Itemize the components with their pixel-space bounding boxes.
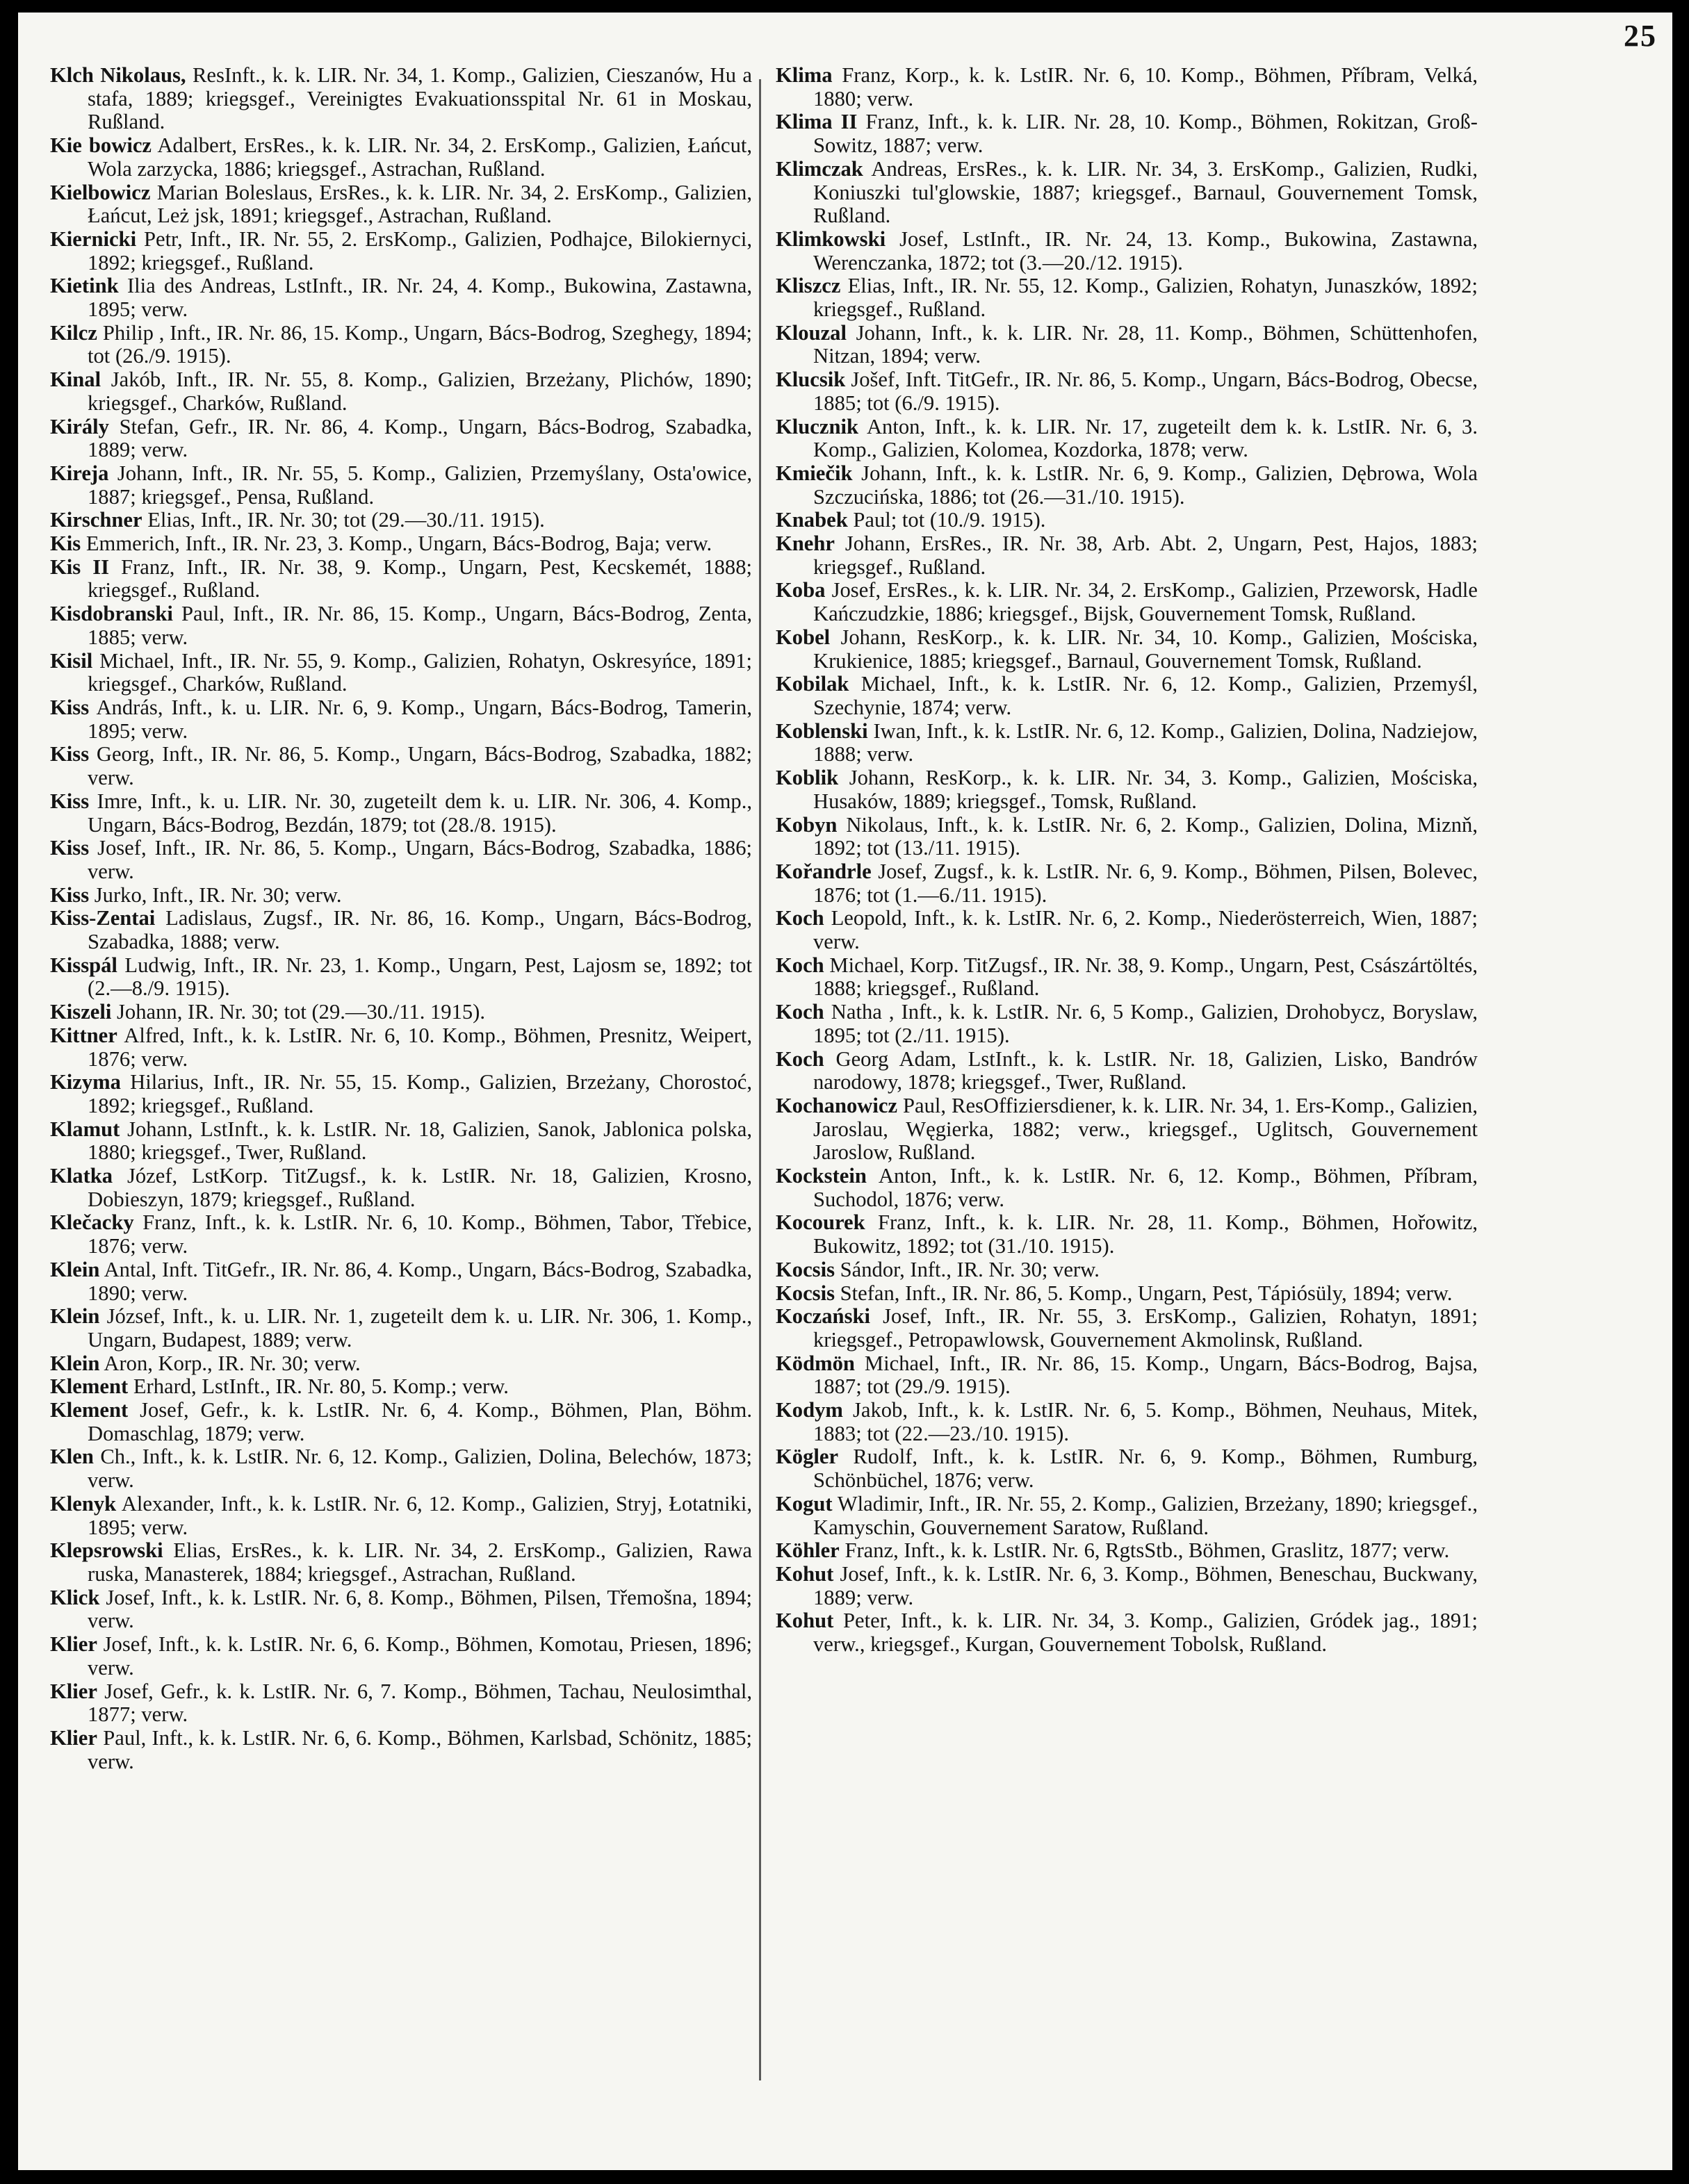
entry-details: Leopold, Inft., k. k. LstIR. Nr. 6, 2. Komp., Niederösterreich, Wien, 1887; verw. [813,906,1478,954]
entry-details: Erhard, LstInft., IR. Nr. 80, 5. Komp.; verw. [133,1374,509,1399]
entry-surname: Kireja [50,461,109,485]
entry-details: ResInft., k. k. LIR. Nr. 34, 1. Komp., Galizien, Cieszanów, Hu a stafa, 1889; kriegsgef., Vereinigtes Evakuationsspital Nr. 61 in Moskau, Rußland. [88,63,753,134]
entry-surname: Ködmön [776,1351,855,1375]
entry-surname: Klement [50,1374,129,1399]
register-entry [776,1609,1478,1656]
entry-surname: Koch [776,1046,824,1071]
register-entry [50,322,752,368]
entry-details: Elias, Inft., IR. Nr. 30; tot (29.—30./11. 1915). [147,508,545,532]
register-entry [50,1001,752,1024]
entry-surname: Klch Nikolaus, [50,63,186,87]
register-entry [776,814,1478,860]
entry-details: Petr, Inft., IR. Nr. 55, 2. ErsKomp., Galizien, Podhajce, Bilokiernyci, 1892; kriegsgef., Rußland. [88,227,752,274]
entry-surname: Kiss [50,742,90,766]
register-entry [776,64,1478,110]
entry-details: Andreas, ErsRes., k. k. LIR. Nr. 34, 3. ErsKomp., Galizien, Rudki, Koniuszki tul'glowskie, 1887; kriegsgef., Barnaul, Gouvernement Tomsk, Rußland. [813,156,1478,228]
register-entry [776,1282,1478,1306]
register-entry [50,1493,752,1539]
register-entry [50,1071,752,1117]
entry-details: Michael, Inft., IR. Nr. 86, 15. Komp., Ungarn, Bács-Bodrog, Bajsa, 1887; tot (29./9. 1915). [813,1351,1478,1399]
entry-surname: Klenyk [50,1491,117,1516]
entry-details: Georg, Inft., IR. Nr. 86, 5. Komp., Ungarn, Bács-Bodrog, Szabadka, 1882; verw. [88,742,752,790]
entry-surname: Kisspál [50,953,117,977]
entry-surname: Kogut [776,1491,833,1516]
entry-details: Elias, ErsRes., k. k. LIR. Nr. 34, 2. ErsKomp., Galizien, Rawa ruska, Manasterek, 1884; kriegsgef., Astrachan, Rußland. [88,1538,752,1586]
entry-details: Paul, ResOffiziersdiener, k. k. LIR. Nr. 34, 1. Ers-Komp., Galizien, Jaroslau, Węgierka, 1882; verw., kriegsgef., Uglitsch, Gouvernement Jaroslow, Rußland. [813,1093,1478,1165]
register-entry [776,1258,1478,1282]
entry-surname: Kis [50,532,81,556]
entry-surname: Kohut [776,1562,834,1586]
entry-details: Johann, Inft., k. k. LstIR. Nr. 6, 9. Komp., Galizien, Dębrowa, Wola Szczucińska, 1886; tot (26.—31./10. 1915). [813,461,1478,509]
entry-details: Josef, ErsRes., k. k. LIR. Nr. 34, 2. ErsKomp., Galizien, Przeworsk, Hadle Kańczudzkie, 1886; kriegsgef., Bijsk, Gouvernement Tomsk, Rußland. [813,578,1478,626]
entry-details: Johann, ResKorp., k. k. LIR. Nr. 34, 10. Komp., Galizien, Mościska, Krukienice, 1885; kriegsgef., Barnaul, Gouvernement Tomsk, Rußland. [813,625,1478,673]
entry-surname: Klier [50,1725,97,1750]
register-entry [776,1165,1478,1211]
register-entry [50,532,752,556]
entry-surname: Koblik [776,766,839,790]
entry-details: Ilia des Andreas, LstInft., IR. Nr. 24, 4. Komp., Bukowina, Zastawna, 1895; verw. [88,274,753,322]
register-entry [50,1375,752,1399]
register-entry [50,1445,752,1492]
register-entry [50,1727,752,1773]
entry-details: Michael, Korp. TitZugsf., IR. Nr. 38, 9. Komp., Ungarn, Pest, Császártöltés, 1888; kriegsgef., Rußland. [813,953,1478,1001]
entry-surname: Kockstein [776,1164,867,1188]
right-column [776,64,1478,1657]
register-entry [50,1633,752,1680]
entry-surname: Kietink [50,274,119,298]
entry-surname: Koba [776,578,826,602]
entry-details: Wladimir, Inft., IR. Nr. 55, 2. Komp., Galizien, Brzeżany, 1890; kriegsgef., Kamyschin, Gouvernement Saratow, Rußland. [813,1491,1478,1539]
entry-details: András, Inft., k. u. LIR. Nr. 6, 9. Komp., Ungarn, Bács-Bodrog, Tamerin, 1895; verw. [88,695,752,743]
entry-details: Stefan, Inft., IR. Nr. 86, 5. Komp., Ungarn, Pest, Tápiósüly, 1894; verw. [840,1281,1453,1305]
entry-details: Josef, Gefr., k. k. LstIR. Nr. 6, 4. Komp., Böhmen, Plan, Böhm. Domaschlag, 1879; verw. [88,1398,752,1445]
register-entry [50,743,752,789]
entry-details: Natha , Inft., k. k. LstIR. Nr. 6, 5 Komp., Galizien, Drohobycz, Boryslaw, 1895; tot (2./11. 1915). [813,1000,1478,1047]
entry-surname: Koczański [776,1304,870,1329]
entry-details: Josef, LstInft., IR. Nr. 24, 13. Komp., Bukowina, Zastawna, Werenczanka, 1872; tot (3.—20./12. 1915). [813,227,1478,274]
entry-details: Peter, Inft., k. k. LIR. Nr. 34, 3. Komp., Galizien, Gródek jag., 1891; verw., kriegsgef., Kurgan, Gouvernement Tobolsk, Rußland. [813,1609,1478,1657]
entry-details: Paul, Inft., IR. Nr. 86, 15. Komp., Ungarn, Bács-Bodrog, Zenta, 1885; verw. [88,602,753,649]
entry-surname: Klein [50,1304,100,1329]
register-entry [50,1586,752,1633]
entry-surname: Kilcz [50,320,97,345]
register-entry [50,650,752,696]
register-entry [50,64,752,134]
entry-surname: Köhler [776,1538,840,1563]
entry-surname: Kiernicki [50,227,137,251]
entry-details: Adalbert, ErsRes., k. k. LIR. Nr. 34, 2. ErsKomp., Galizien, Łańcut, Wola zarzycka, 1886; kriegsgef., Astrachan, Rußland. [88,133,753,181]
entry-details: Hilarius, Inft., IR. Nr. 55, 15. Komp., Galizien, Brzeżany, Chorostoć, 1892; kriegsgef., Rußland. [88,1070,753,1117]
entry-surname: Koch [776,953,824,977]
register-entry [776,416,1478,462]
entry-details: Franz, Inft., k. k. LIR. Nr. 28, 11. Komp., Böhmen, Hořowitz, Bukowitz, 1892; tot (31./10. 1915). [813,1210,1478,1258]
register-entry [50,1258,752,1305]
register-entry [776,1305,1478,1352]
entry-details: Josef, Inft., k. k. LstIR. Nr. 6, 6. Komp., Böhmen, Komotau, Priesen, 1896; verw. [88,1632,752,1680]
register-entry [776,860,1478,907]
register-entry [50,181,752,228]
entry-details: Josef, Inft., IR. Nr. 86, 5. Komp., Ungarn, Bács-Bodrog, Szabadka, 1886; verw. [88,836,752,883]
register-entry [776,509,1478,532]
register-entry [776,954,1478,1001]
entry-details: Johann, IR. Nr. 30; tot (29.—30./11. 1915). [117,1000,486,1024]
entry-details: Anton, Inft., k. k. LstIR. Nr. 6, 12. Komp., Böhmen, Příbram, Suchodol, 1876; verw. [813,1164,1478,1211]
entry-surname: Klucsik [776,368,846,392]
entry-details: Johann, ErsRes., IR. Nr. 38, Arb. Abt. 2, Ungarn, Pest, Hajos, 1883; kriegsgef., Rußland. [813,532,1478,579]
entry-details: Elias, Inft., IR. Nr. 55, 12. Komp., Galizien, Rohatyn, Junaszków, 1892; kriegsgef., Rußland. [813,274,1478,322]
register-entry [776,720,1478,766]
entry-details: Paul, Inft., k. k. LstIR. Nr. 6, 6. Komp., Böhmen, Karlsbad, Schönitz, 1885; verw. [88,1725,752,1773]
entry-surname: Klečacky [50,1210,134,1235]
entry-surname: Koch [776,1000,824,1024]
column-divider [759,79,761,2080]
register-entry [776,274,1478,321]
register-entry [776,462,1478,509]
entry-surname: Koch [776,906,824,930]
register-entry [776,1048,1478,1094]
entry-surname: Klier [50,1632,97,1657]
entry-details: Aron, Korp., IR. Nr. 30; verw. [104,1351,361,1375]
entry-details: Johann, Inft., IR. Nr. 55, 5. Komp., Galizien, Przemyślany, Osta'owice, 1887; kriegsgef., Pensa, Rußland. [88,461,752,509]
entry-details: Franz, Inft., k. k. LstIR. Nr. 6, 10. Komp., Böhmen, Tabor, Třebice, 1876; verw. [88,1210,752,1258]
entry-details: Josef, Inft., k. k. LstIR. Nr. 6, 8. Komp., Böhmen, Pilsen, Třemošna, 1894; verw. [88,1585,752,1633]
entry-details: Johann, LstInft., k. k. LstIR. Nr. 18, Galizien, Sanok, Jablonica polska, 1880; kriegsgef., Twer, Rußland. [88,1117,753,1165]
register-entry [776,110,1478,157]
entry-details: Philip , Inft., IR. Nr. 86, 15. Komp., Ungarn, Bács-Bodrog, Szeghegy, 1894; tot (26./9. 1915). [88,320,752,368]
entry-details: Johann, ResKorp., k. k. LIR. Nr. 34, 3. Komp., Galizien, Mościska, Husaków, 1889; kriegsgef., Tomsk, Rußland. [813,766,1478,813]
register-entry [50,1118,752,1165]
entry-surname: Kiss [50,836,90,860]
register-entry [50,907,752,953]
entry-details: Jakób, Inft., IR. Nr. 55, 8. Komp., Galizien, Brzeżany, Plichów, 1890; kriegsgef., Charków, Rußland. [88,368,752,415]
register-entry [50,509,752,532]
register-entry [50,462,752,509]
entry-details: Paul; tot (10./9. 1915). [853,508,1046,532]
entry-surname: Klick [50,1585,100,1609]
entry-details: Ludwig, Inft., IR. Nr. 23, 1. Komp., Ungarn, Pest, Lajosm se, 1892; tot (2.—8./9. 1915). [88,953,752,1001]
entry-details: Josef, Zugsf., k. k. LstIR. Nr. 6, 9. Komp., Böhmen, Pilsen, Bolevec, 1876; tot (1.—6./11. 1915). [813,859,1478,907]
entry-surname: Kirschner [50,508,142,532]
entry-details: József, Inft., k. u. LIR. Nr. 1, zugeteilt dem k. u. LIR. Nr. 306, 1. Komp., Ungarn, Budapest, 1889; verw. [88,1304,752,1352]
register-entry [50,228,752,274]
entry-details: Ladislaus, Zugsf., IR. Nr. 86, 16. Komp., Ungarn, Bács-Bodrog, Szabadka, 1888; verw. [88,906,753,954]
entry-surname: Kinal [50,368,101,392]
entry-surname: Kliszcz [776,274,841,298]
entry-surname: Kocsis [776,1281,835,1305]
register-entry [776,368,1478,415]
entry-surname: Kochanowicz [776,1093,898,1117]
entry-surname: Klier [50,1679,97,1703]
register-entry [50,556,752,602]
register-entry [50,134,752,181]
entry-surname: Kögler [776,1445,839,1469]
register-entry [50,790,752,837]
register-entry [776,1539,1478,1563]
entry-details: Ch., Inft., k. k. LstIR. Nr. 6, 12. Komp., Galizien, Dolina, Belechów, 1873; verw. [88,1445,752,1493]
register-entry [50,1539,752,1586]
entry-details: Franz, Inft., IR. Nr. 38, 9. Komp., Ungarn, Pest, Kecskemét, 1888; kriegsgef., Rußland. [88,555,752,602]
entry-surname: Klein [50,1257,100,1281]
register-entry [776,579,1478,625]
entry-surname: Klen [50,1445,94,1469]
entry-surname: Klimkowski [776,227,886,251]
register-entry [50,368,752,415]
register-entry [50,416,752,462]
entry-surname: Klima II [776,110,858,134]
entry-details: Franz, Korp., k. k. LstIR. Nr. 6, 10. Komp., Böhmen, Příbram, Velká, 1880; verw. [813,63,1478,110]
entry-surname: Klouzal [776,320,847,345]
entry-surname: Kocsis [776,1257,835,1281]
entry-surname: Kiss [50,789,90,813]
entry-surname: Király [50,414,109,438]
entry-surname: Kobyn [776,812,838,837]
register-entry [776,1399,1478,1445]
entry-details: Jurko, Inft., IR. Nr. 30; verw. [94,882,342,907]
left-column [50,64,752,1773]
entry-details: Michael, Inft., k. k. LstIR. Nr. 6, 12. Komp., Galizien, Przemyśl, Szechynie, 1874; verw. [813,672,1478,719]
register-entry [776,907,1478,953]
register-entry [776,766,1478,813]
entry-details: Antal, Inft. TitGefr., IR. Nr. 86, 4. Komp., Ungarn, Bács-Bodrog, Szabadka, 1890; verw. [88,1257,753,1305]
register-entry [776,1563,1478,1609]
entry-surname: Klein [50,1351,100,1375]
register-entry [50,1305,752,1352]
entry-surname: Kizyma [50,1070,121,1094]
register-entry [776,1001,1478,1047]
entry-details: Rudolf, Inft., k. k. LstIR. Nr. 6, 9. Komp., Böhmen, Rumburg, Schönbüchel, 1876; verw. [813,1445,1478,1493]
entry-details: Franz, Inft., k. k. LstIR. Nr. 6, RgtsStb., Böhmen, Graslitz, 1877; verw. [844,1538,1450,1563]
register-entry [50,1680,752,1727]
entry-surname: Klepsrowski [50,1538,163,1563]
register-entry [776,1211,1478,1258]
register-entry [50,884,752,908]
entry-surname: Kittner [50,1023,117,1047]
entry-surname: Knabek [776,508,848,532]
entry-details: Franz, Inft., k. k. LIR. Nr. 28, 10. Komp., Böhmen, Rokitzan, Groß-Sowitz, 1887; verw. [813,110,1478,158]
entry-surname: Kie bowicz [50,133,152,158]
register-entry [50,1024,752,1071]
entry-surname: Klucznik [776,414,858,438]
document-page [18,13,1672,2170]
register-entry [776,532,1478,579]
entry-details: Stefan, Gefr., IR. Nr. 86, 4. Komp., Ungarn, Bács-Bodrog, Szabadka, 1889; verw. [88,414,753,462]
register-entry [776,1094,1478,1165]
register-entry [50,954,752,1001]
entry-surname: Kiszeli [50,1000,112,1024]
entry-details: Josef, Gefr., k. k. LstIR. Nr. 6, 7. Komp., Böhmen, Tachau, Neulosimthal, 1877; verw. [88,1679,752,1727]
entry-details: Anton, Inft., k. k. LIR. Nr. 17, zugeteilt dem k. k. LstIR. Nr. 6, 3. Komp., Galizien, Kolomea, Kozdorka, 1878; verw. [813,414,1478,462]
entry-details: Johann, Inft., k. k. LIR. Nr. 28, 11. Komp., Böhmen, Schüttenhofen, Nitzan, 1894; verw. [813,320,1478,368]
register-entry [50,274,752,321]
entry-surname: Klima [776,63,833,87]
entry-details: Michael, Inft., IR. Nr. 55, 9. Komp., Galizien, Rohatyn, Oskresyńce, 1891; kriegsgef., Charków, Rußland. [88,648,752,696]
register-entry [776,673,1478,719]
register-entry [776,1445,1478,1492]
register-entry [776,322,1478,368]
entry-details: Jakob, Inft., k. k. LstIR. Nr. 6, 5. Komp., Böhmen, Neuhaus, Mitek, 1883; tot (22.—23./10. 1915). [813,1398,1478,1445]
register-entry [776,626,1478,673]
entry-surname: Kocourek [776,1210,865,1235]
register-entry [50,1352,752,1376]
entry-details: Nikolaus, Inft., k. k. LstIR. Nr. 6, 2. Komp., Galizien, Dolina, Miznň, 1892; tot (13./11. 1915). [813,812,1478,860]
page-number: 25 [1624,19,1657,53]
entry-surname: Kisdobranski [50,602,173,626]
entry-surname: Kobilak [776,672,849,696]
entry-surname: Klamut [50,1117,120,1141]
entry-details: Georg Adam, LstInft., k. k. LstIR. Nr. 18, Galizien, Lisko, Bandrów narodowy, 1878; kriegsgef., Twer, Rußland. [813,1046,1478,1094]
register-entry [50,1165,752,1211]
entry-surname: Knehr [776,532,835,556]
entry-details: Jošef, Inft. TitGefr., IR. Nr. 86, 5. Komp., Ungarn, Bács-Bodrog, Obecse, 1885; tot (6./9. 1915). [813,368,1478,415]
entry-surname: Klatka [50,1164,113,1188]
entry-details: Alexander, Inft., k. k. LstIR. Nr. 6, 12. Komp., Galizien, Stryj, Łotatniki, 1895; verw. [88,1491,752,1539]
entry-surname: Kiss-Zentai [50,906,156,930]
register-entry [50,1399,752,1445]
entry-details: Imre, Inft., k. u. LIR. Nr. 30, zugeteilt dem k. u. LIR. Nr. 306, 4. Komp., Ungarn, Bács-Bodrog, Bezdán, 1879; tot (28./8. 1915). [88,789,752,837]
entry-surname: Kmiečik [776,461,853,485]
entry-surname: Kodym [776,1398,843,1422]
entry-surname: Klimczak [776,156,863,181]
entry-surname: Kiss [50,882,90,907]
entry-surname: Kořandrle [776,859,872,883]
register-entry [776,228,1478,274]
entry-surname: Kielbowicz [50,180,151,204]
register-entry [776,1352,1478,1399]
entry-surname: Koblenski [776,719,868,743]
register-entry [50,837,752,883]
register-entry [50,1211,752,1258]
entry-surname: Kobel [776,625,831,649]
entry-details: Josef, Inft., IR. Nr. 55, 3. ErsKomp., Galizien, Rohatyn, 1891; kriegsgef., Petropawlowsk, Gouvernement Akmolinsk, Rußland. [813,1304,1478,1352]
register-entry [776,1493,1478,1539]
entry-surname: Klement [50,1398,129,1422]
register-entry [50,696,752,743]
entry-surname: Kohut [776,1609,834,1633]
register-entry [50,602,752,649]
entry-details: Josef, Inft., k. k. LstIR. Nr. 6, 3. Komp., Böhmen, Beneschau, Buckwany, 1889; verw. [813,1562,1478,1609]
entry-details: Alfred, Inft., k. k. LstIR. Nr. 6, 10. Komp., Böhmen, Presnitz, Weipert, 1876; verw. [88,1023,752,1071]
entry-details: Emmerich, Inft., IR. Nr. 23, 3. Komp., Ungarn, Bács-Bodrog, Baja; verw. [85,532,712,556]
entry-surname: Kis II [50,555,110,579]
entry-surname: Kisil [50,648,93,673]
entry-details: Iwan, Inft., k. k. LstIR. Nr. 6, 12. Komp., Galizien, Dolina, Nadziejow, 1888; verw. [813,719,1478,766]
register-entry [776,158,1478,228]
entry-details: Józef, LstKorp. TitZugsf., k. k. LstIR. Nr. 18, Galizien, Krosno, Dobieszyn, 1879; kriegsgef., Rußland. [88,1164,752,1211]
entry-details: Sándor, Inft., IR. Nr. 30; verw. [840,1257,1100,1281]
entry-surname: Kiss [50,695,90,719]
entry-details: Marian Boleslaus, ErsRes., k. k. LIR. Nr. 34, 2. ErsKomp., Galizien, Łańcut, Leż jsk, 1891; kriegsgef., Astrachan, Rußland. [88,180,752,228]
